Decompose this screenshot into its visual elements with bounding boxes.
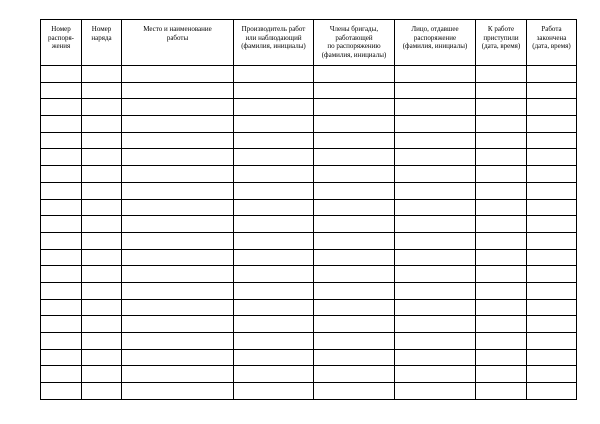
table-cell-supervisor[interactable]	[234, 66, 314, 83]
table-cell-place-and-work[interactable]	[122, 82, 234, 99]
table-cell-permit-number[interactable]	[82, 116, 122, 133]
table-row	[41, 66, 577, 83]
table-cell-work-started[interactable]	[476, 282, 527, 299]
table-cell-order-number[interactable]	[41, 116, 82, 133]
table-cell-issuer[interactable]	[395, 249, 476, 266]
table-cell-place-and-work[interactable]	[122, 149, 234, 166]
table-cell-crew-members[interactable]	[314, 82, 395, 99]
table-cell-work-started[interactable]	[476, 299, 527, 316]
table-row	[41, 166, 577, 183]
table-cell-crew-members[interactable]	[314, 383, 395, 400]
table-cell-place-and-work[interactable]	[122, 232, 234, 249]
table-cell-crew-members[interactable]	[314, 333, 395, 350]
table-cell-work-finished[interactable]	[527, 116, 577, 133]
table-cell-order-number[interactable]	[41, 82, 82, 99]
table-cell-work-finished[interactable]	[527, 266, 577, 283]
table-cell-permit-number[interactable]	[82, 282, 122, 299]
table-row	[41, 82, 577, 99]
table-cell-place-and-work[interactable]	[122, 282, 234, 299]
table-cell-issuer[interactable]	[395, 182, 476, 199]
table-cell-work-finished[interactable]	[527, 383, 577, 400]
table-cell-supervisor[interactable]	[234, 232, 314, 249]
header-row	[41, 20, 577, 66]
table-cell-crew-members[interactable]	[314, 149, 395, 166]
table-cell-crew-members[interactable]	[314, 99, 395, 116]
table-cell-order-number[interactable]	[41, 166, 82, 183]
table-cell-permit-number[interactable]	[82, 366, 122, 383]
table-row	[41, 366, 577, 383]
table-cell-place-and-work[interactable]	[122, 383, 234, 400]
table-cell-issuer[interactable]	[395, 316, 476, 333]
table-cell-work-finished[interactable]	[527, 66, 577, 83]
table-cell-crew-members[interactable]	[314, 199, 395, 216]
table-cell-place-and-work[interactable]	[122, 66, 234, 83]
table-cell-place-and-work[interactable]	[122, 116, 234, 133]
table-cell-issuer[interactable]	[395, 199, 476, 216]
table-cell-order-number[interactable]	[41, 383, 82, 400]
table-cell-issuer[interactable]	[395, 116, 476, 133]
table-cell-work-finished[interactable]	[527, 232, 577, 249]
table-cell-supervisor[interactable]	[234, 216, 314, 233]
table-cell-order-number[interactable]	[41, 216, 82, 233]
table-row	[41, 383, 577, 400]
table-cell-place-and-work[interactable]	[122, 349, 234, 366]
table-row	[41, 132, 577, 149]
work-order-register-table	[40, 19, 577, 400]
table-cell-work-started[interactable]	[476, 66, 527, 83]
table-row	[41, 216, 577, 233]
table-cell-issuer[interactable]	[395, 66, 476, 83]
table-cell-supervisor[interactable]	[234, 366, 314, 383]
table-cell-place-and-work[interactable]	[122, 182, 234, 199]
table-cell-issuer[interactable]	[395, 216, 476, 233]
table-row	[41, 333, 577, 350]
table-cell-crew-members[interactable]	[314, 116, 395, 133]
table-cell-issuer[interactable]	[395, 166, 476, 183]
table-cell-work-finished[interactable]	[527, 249, 577, 266]
table-cell-crew-members[interactable]	[314, 366, 395, 383]
table-cell-work-finished[interactable]	[527, 99, 577, 116]
table-cell-order-number[interactable]	[41, 232, 82, 249]
table-cell-work-started[interactable]	[476, 199, 527, 216]
table-cell-permit-number[interactable]	[82, 299, 122, 316]
table-cell-work-finished[interactable]	[527, 216, 577, 233]
register-sheet	[40, 19, 576, 388]
table-cell-issuer[interactable]	[395, 282, 476, 299]
table-cell-work-finished[interactable]	[527, 82, 577, 99]
table-cell-crew-members[interactable]	[314, 266, 395, 283]
table-cell-supervisor[interactable]	[234, 149, 314, 166]
table-cell-crew-members[interactable]	[314, 232, 395, 249]
table-cell-supervisor[interactable]	[234, 282, 314, 299]
table-cell-permit-number[interactable]	[82, 266, 122, 283]
table-cell-supervisor[interactable]	[234, 132, 314, 149]
table-row	[41, 266, 577, 283]
table-cell-permit-number[interactable]	[82, 383, 122, 400]
table-cell-permit-number[interactable]	[82, 99, 122, 116]
table-cell-work-started[interactable]	[476, 82, 527, 99]
column-header-work-started: К работе приступили (дата, время)	[476, 20, 527, 66]
table-row	[41, 99, 577, 116]
table-cell-work-started[interactable]	[476, 366, 527, 383]
table-cell-place-and-work[interactable]	[122, 316, 234, 333]
table-cell-permit-number[interactable]	[82, 182, 122, 199]
table-cell-order-number[interactable]	[41, 266, 82, 283]
table-cell-work-finished[interactable]	[527, 333, 577, 350]
table-cell-supervisor[interactable]	[234, 116, 314, 133]
table-cell-crew-members[interactable]	[314, 316, 395, 333]
table-cell-work-finished[interactable]	[527, 149, 577, 166]
table-cell-crew-members[interactable]	[314, 66, 395, 83]
table-cell-crew-members[interactable]	[314, 299, 395, 316]
table-cell-supervisor[interactable]	[234, 299, 314, 316]
table-cell-place-and-work[interactable]	[122, 249, 234, 266]
column-header-work-finished: Работа закончена (дата, время)	[527, 20, 577, 66]
table-cell-work-started[interactable]	[476, 216, 527, 233]
column-header-place-and-work: Место и наименование работы	[122, 20, 234, 66]
table-row	[41, 182, 577, 199]
table-cell-order-number[interactable]	[41, 282, 82, 299]
table-cell-order-number[interactable]	[41, 333, 82, 350]
table-row	[41, 282, 577, 299]
table-cell-issuer[interactable]	[395, 132, 476, 149]
table-row	[41, 232, 577, 249]
table-cell-order-number[interactable]	[41, 349, 82, 366]
table-cell-place-and-work[interactable]	[122, 99, 234, 116]
table-cell-work-finished[interactable]	[527, 166, 577, 183]
table-cell-permit-number[interactable]	[82, 216, 122, 233]
table-cell-work-started[interactable]	[476, 149, 527, 166]
table-cell-place-and-work[interactable]	[122, 132, 234, 149]
table-cell-permit-number[interactable]	[82, 149, 122, 166]
table-cell-order-number[interactable]	[41, 366, 82, 383]
table-cell-work-started[interactable]	[476, 316, 527, 333]
table-row	[41, 249, 577, 266]
table-cell-crew-members[interactable]	[314, 166, 395, 183]
table-cell-crew-members[interactable]	[314, 182, 395, 199]
table-cell-place-and-work[interactable]	[122, 266, 234, 283]
table-cell-supervisor[interactable]	[234, 316, 314, 333]
table-cell-order-number[interactable]	[41, 132, 82, 149]
table-cell-supervisor[interactable]	[234, 266, 314, 283]
table-cell-place-and-work[interactable]	[122, 366, 234, 383]
table-cell-place-and-work[interactable]	[122, 199, 234, 216]
table-row	[41, 299, 577, 316]
table-cell-supervisor[interactable]	[234, 99, 314, 116]
table-row	[41, 149, 577, 166]
table-cell-order-number[interactable]	[41, 199, 82, 216]
table-cell-supervisor[interactable]	[234, 383, 314, 400]
table-cell-supervisor[interactable]	[234, 333, 314, 350]
column-header-order-number: Номер распоря- жения	[41, 20, 82, 66]
table-row	[41, 116, 577, 133]
table-cell-permit-number[interactable]	[82, 232, 122, 249]
table-cell-issuer[interactable]	[395, 349, 476, 366]
register-body	[41, 66, 577, 400]
table-cell-work-started[interactable]	[476, 116, 527, 133]
table-cell-order-number[interactable]	[41, 299, 82, 316]
table-cell-work-finished[interactable]	[527, 299, 577, 316]
table-cell-issuer[interactable]	[395, 149, 476, 166]
table-cell-permit-number[interactable]	[82, 82, 122, 99]
table-cell-permit-number[interactable]	[82, 333, 122, 350]
table-row	[41, 199, 577, 216]
table-cell-supervisor[interactable]	[234, 349, 314, 366]
table-cell-place-and-work[interactable]	[122, 299, 234, 316]
table-cell-work-started[interactable]	[476, 166, 527, 183]
table-cell-work-started[interactable]	[476, 249, 527, 266]
column-header-permit-number: Номер наряда	[82, 20, 122, 66]
table-cell-crew-members[interactable]	[314, 132, 395, 149]
table-cell-issuer[interactable]	[395, 383, 476, 400]
table-row	[41, 316, 577, 333]
table-cell-place-and-work[interactable]	[122, 333, 234, 350]
table-cell-permit-number[interactable]	[82, 199, 122, 216]
table-cell-work-finished[interactable]	[527, 132, 577, 149]
table-cell-work-started[interactable]	[476, 383, 527, 400]
table-cell-permit-number[interactable]	[82, 66, 122, 83]
table-cell-permit-number[interactable]	[82, 349, 122, 366]
table-cell-permit-number[interactable]	[82, 166, 122, 183]
table-cell-supervisor[interactable]	[234, 82, 314, 99]
table-cell-issuer[interactable]	[395, 333, 476, 350]
table-cell-work-started[interactable]	[476, 99, 527, 116]
table-cell-order-number[interactable]	[41, 149, 82, 166]
table-cell-supervisor[interactable]	[234, 249, 314, 266]
table-cell-supervisor[interactable]	[234, 199, 314, 216]
table-cell-crew-members[interactable]	[314, 249, 395, 266]
table-cell-order-number[interactable]	[41, 316, 82, 333]
table-cell-place-and-work[interactable]	[122, 216, 234, 233]
column-header-supervisor: Производитель работ или наблюдающий (фамилия, инициалы)	[234, 20, 314, 66]
table-cell-work-started[interactable]	[476, 132, 527, 149]
table-cell-permit-number[interactable]	[82, 249, 122, 266]
table-cell-work-finished[interactable]	[527, 199, 577, 216]
table-cell-issuer[interactable]	[395, 82, 476, 99]
table-cell-work-finished[interactable]	[527, 316, 577, 333]
table-cell-work-started[interactable]	[476, 232, 527, 249]
table-cell-work-started[interactable]	[476, 349, 527, 366]
table-cell-supervisor[interactable]	[234, 166, 314, 183]
table-cell-order-number[interactable]	[41, 99, 82, 116]
table-cell-issuer[interactable]	[395, 99, 476, 116]
table-cell-crew-members[interactable]	[314, 216, 395, 233]
table-cell-issuer[interactable]	[395, 366, 476, 383]
table-cell-order-number[interactable]	[41, 182, 82, 199]
column-header-issuer: Лицо, отдавшее распоряжение (фамилия, инициалы)	[395, 20, 476, 66]
table-cell-crew-members[interactable]	[314, 282, 395, 299]
table-cell-work-finished[interactable]	[527, 349, 577, 366]
table-cell-issuer[interactable]	[395, 266, 476, 283]
table-cell-crew-members[interactable]	[314, 349, 395, 366]
table-cell-work-finished[interactable]	[527, 182, 577, 199]
table-cell-issuer[interactable]	[395, 232, 476, 249]
table-cell-order-number[interactable]	[41, 249, 82, 266]
table-row	[41, 349, 577, 366]
table-cell-work-finished[interactable]	[527, 282, 577, 299]
table-cell-work-started[interactable]	[476, 182, 527, 199]
table-cell-issuer[interactable]	[395, 299, 476, 316]
table-cell-place-and-work[interactable]	[122, 166, 234, 183]
table-cell-order-number[interactable]	[41, 66, 82, 83]
table-cell-permit-number[interactable]	[82, 316, 122, 333]
table-cell-work-finished[interactable]	[527, 366, 577, 383]
table-cell-supervisor[interactable]	[234, 182, 314, 199]
table-cell-work-started[interactable]	[476, 333, 527, 350]
column-header-crew-members: Члены бригады, работающей по распоряжению (фамилия, инициалы)	[314, 20, 395, 66]
table-cell-work-started[interactable]	[476, 266, 527, 283]
table-cell-permit-number[interactable]	[82, 132, 122, 149]
